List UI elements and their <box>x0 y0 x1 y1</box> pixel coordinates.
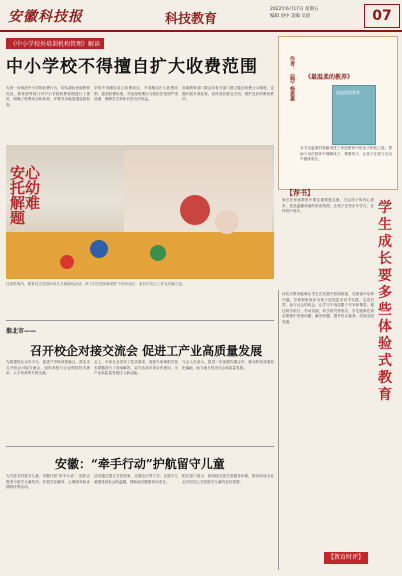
secondary-headline: 召开校企对接交流会 促进工产业高质量发展 <box>30 344 263 358</box>
toy-ball <box>60 255 74 269</box>
column-tag: 【教育时评】 <box>324 552 368 564</box>
recommend-text: 家长在家庭教育中要注重情感交流，关注孩子的内心需求，营造温馨和谐的家庭氛围，让孩子在快乐中学习，在体验中成长。 <box>282 198 374 213</box>
book-review-text: 本书以温柔的笔触讲述了家庭教育中的亲子相处之道，帮助父母在陪伴中理解孩子、尊重孩子，让孩子在爱与自由中健康成长。 <box>300 146 392 161</box>
article-text-col-1: 为进一步规范中小学校收费行为，切实减轻家庭教育负担，教育部等部门对中小学校收费管理进行了规范，明确了收费项目和标准，并要求各地加强监督检查。 <box>6 86 90 107</box>
section-title: 科技教育 <box>165 12 218 27</box>
main-headline: 中小学校不得擅自扩大收费范围 <box>6 57 258 77</box>
commentary-text: 体验式教育能够让学生在实践中获得真知，在探索中培养兴趣。学校和家庭应为孩子创造更多动手实践、走进自然、参与社会的机会，让学习不再局限于书本和课堂。通过研学旅行、劳动实践、科学探究等形式，学生能够在真实情境中发现问题、解决问题，提升综合素养，实现全面发展。 <box>282 292 374 324</box>
caregiver-figure <box>215 210 239 234</box>
column-divider <box>278 290 279 570</box>
child-figure <box>180 195 210 225</box>
commentary-vertical-title: 学生成长要多些体验式教育 <box>378 200 392 403</box>
section-divider <box>6 446 274 447</box>
recommend-label: 【荐书】 <box>286 189 314 197</box>
page-header <box>0 0 402 32</box>
vertical-slogan: 安心托幼解难题 <box>10 164 41 227</box>
third-headline: 安徽：“牵手行动”护航留守儿童 <box>55 457 225 471</box>
book-cover-image <box>332 85 376 145</box>
article3-text-col-3: 相关部门表示，将持续完善关爱服务体系，推动形成全社会共同关心关爱留守儿童的良好氛围。 <box>182 474 274 484</box>
region-label: 淮北市—— <box>6 328 37 335</box>
play-mat <box>6 232 274 279</box>
editor-text: 编辑 刘中 美编 吴晨 <box>270 14 311 19</box>
masthead: 安徽科技报 <box>8 9 83 25</box>
article-text-col-3: 各地教育部门要会同有关部门建立健全收费公示制度，定期开展专项检查，及时回应群众关切，维护良好的教育秩序。 <box>182 86 274 101</box>
toy-ball <box>150 245 166 261</box>
toy-ball <box>90 240 108 258</box>
article3-text-col-1: 为关爱农村留守儿童，安徽开展“牵手行动”，组织志愿者与留守儿童结对，开展学业辅导、心理疏导和亲情陪伴等活动。 <box>6 474 90 489</box>
book-author-label: 作者：《韩》杨恩惠 <box>289 56 295 101</box>
kicker-tag: 《中小学校外培训机构管理》解读 <box>6 38 104 49</box>
section-divider <box>6 320 274 321</box>
article-text-col-2: 学校不得擅自设立收费项目，不得擅自扩大收费范围、提高收费标准，对违规收费行为将依法依规严肃处理，保障学生和家长的合法权益。 <box>94 86 178 101</box>
page-number: 07 <box>364 4 400 28</box>
date-text: 2022年6月17日 星期五 <box>270 7 319 12</box>
book-title: 《最温柔的教养》 <box>305 74 354 81</box>
article2-text-col-2: 会上，多家企业发布了技术需求，高校专家就相关技术难题进行了现场解答，双方达成多项合作意向，为产业高质量发展注入新动能。 <box>94 360 178 375</box>
article2-text-col-1: 为搭建校企合作平台，促进产学研深度融合，淮北市召开校企对接交流会，组织高校与企业围绕技术需求、人才培养等开展交流。 <box>6 360 90 375</box>
book-cover-title: 最温柔的教养 <box>336 90 360 95</box>
photo-caption: 托育机构内，保育员正在陪伴幼儿开展游戏活动，孩子们在老师的看护下快乐成长，家长们安心工作无后顾之忧。 <box>6 282 186 286</box>
article2-text-col-3: 与会人员表示，将进一步加强沟通合作，推动科技成果转化落地，助力地方经济社会高质量发展。 <box>182 360 274 370</box>
article3-text-col-2: 活动通过建立关爱档案、定期走访等方式，让留守儿童感受到社会的温暖，帮助他们健康快乐成长。 <box>94 474 178 484</box>
date-block <box>270 6 318 20</box>
